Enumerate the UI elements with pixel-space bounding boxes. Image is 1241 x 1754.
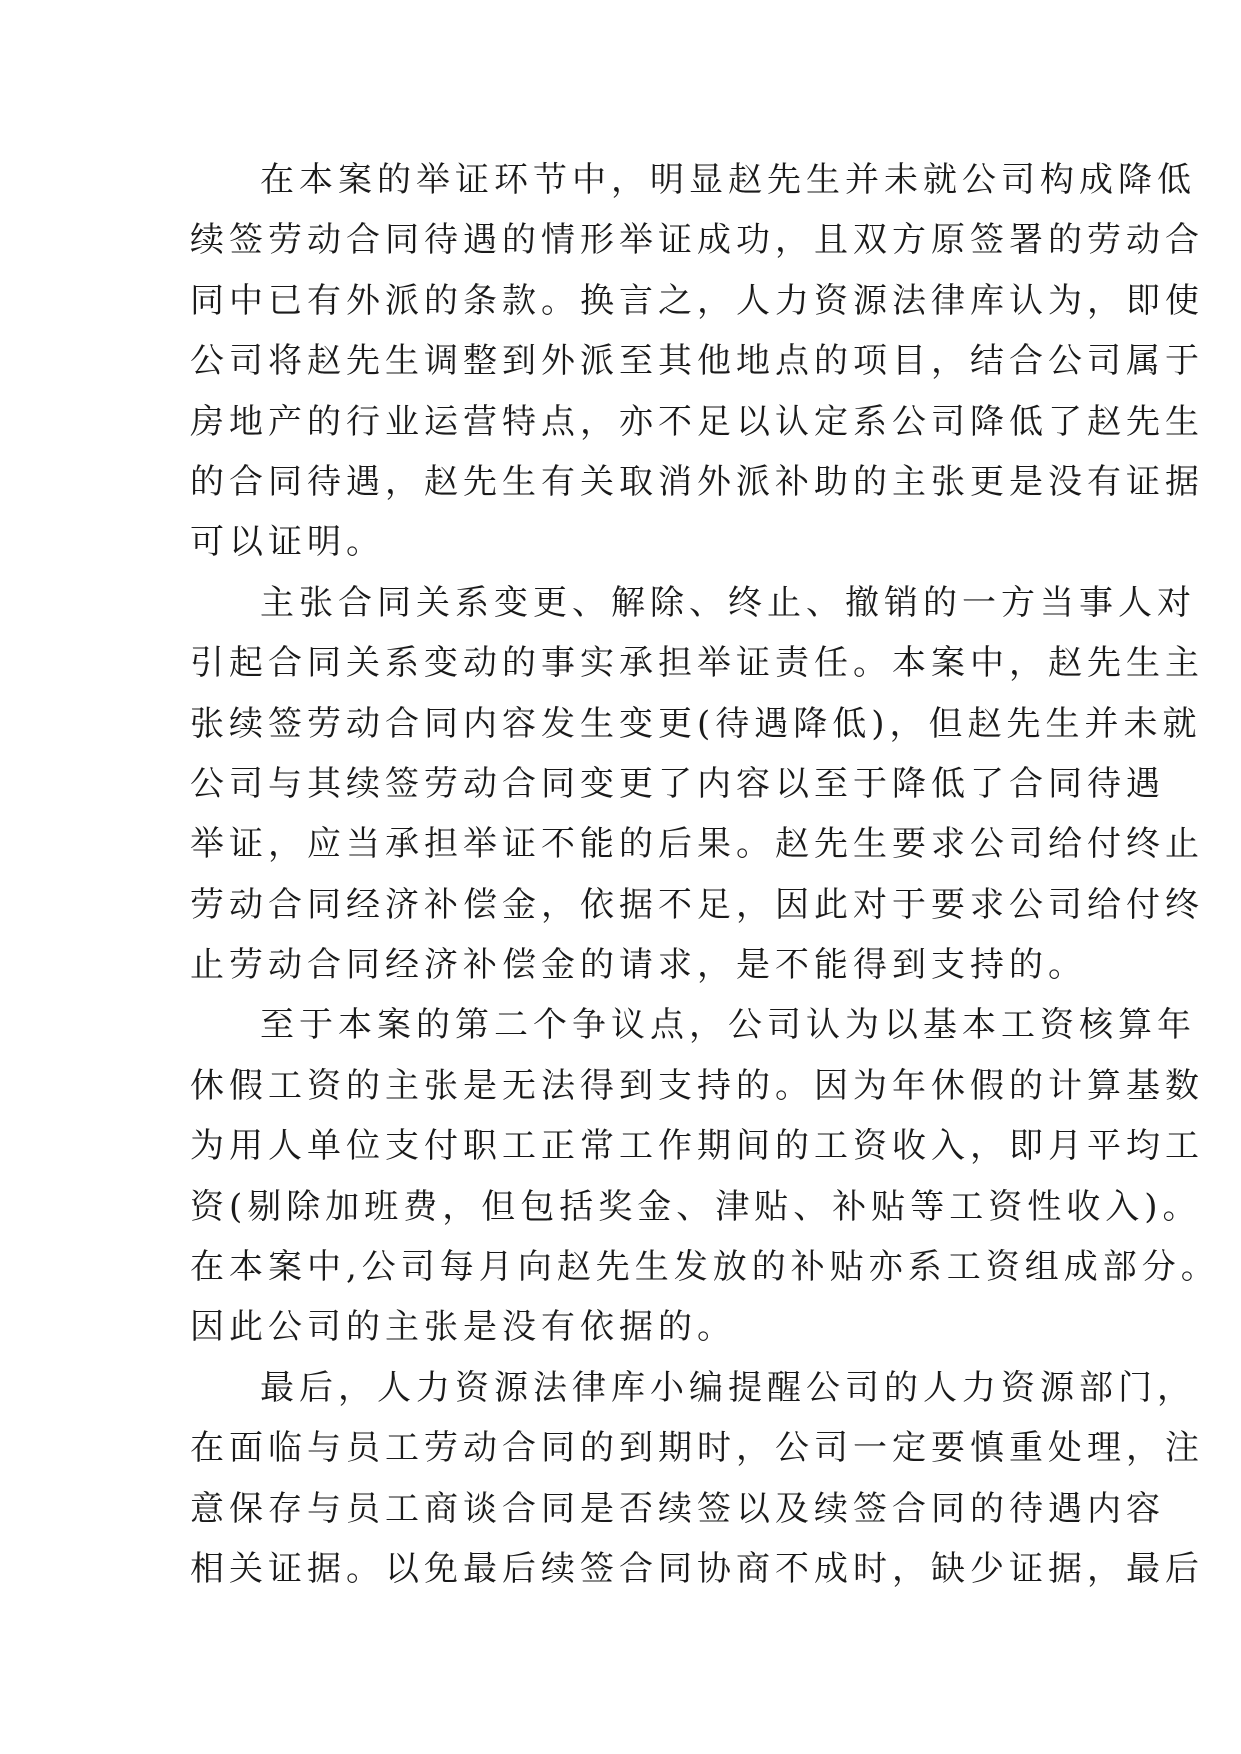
paragraph-1-line: 房地产的行业运营特点，亦不足以认定系公司降低了赵先生 (190, 401, 1204, 442)
paragraph-4-line: 在面临与员工劳动合同的到期时，公司一定要慎重处理，注 (190, 1428, 1204, 1469)
paragraph-1-line: 续签劳动合同待遇的情形举证成功，且双方原签署的劳动合 (190, 220, 1204, 261)
paragraph-1-line: 公司将赵先生调整到外派至其他地点的项目，结合公司属于 (190, 341, 1204, 382)
paragraph-2-line: 引起合同关系变动的事实承担举证责任。本案中，赵先生主 (190, 643, 1204, 684)
paragraph-2-line: 举证，应当承担举证不能的后果。赵先生要求公司给付终止 (190, 824, 1204, 865)
paragraph-3-line: 休假工资的主张是无法得到支持的。因为年休假的计算基数 (190, 1065, 1204, 1106)
paragraph-3-line: 资(剔除加班费，但包括奖金、津贴、补贴等工资性收入)。 (190, 1186, 1202, 1227)
body-text (190, 150, 1220, 1599)
paragraph-1-line: 同中已有外派的条款。换言之，人力资源法律库认为，即使 (190, 280, 1204, 321)
paragraph-4-line: 最后，人力资源法律库小编提醒公司的人力资源部门， (260, 1367, 1196, 1408)
paragraph-4-line: 意保存与员工商谈合同是否续签以及续签合同的待遇内容 (190, 1488, 1165, 1529)
paragraph-2-line: 劳动合同经济补偿金，依据不足，因此对于要求公司给付终 (190, 884, 1204, 925)
paragraph-1-line: 在本案的举证环节中，明显赵先生并未就公司构成降低 (260, 160, 1196, 200)
paragraph-4-line: 相关证据。以免最后续签合同协商不成时，缺少证据，最后 (190, 1548, 1204, 1589)
paragraph-3-line: 在本案中,公司每月向赵先生发放的补贴亦系工资组成部分。 (190, 1247, 1220, 1288)
paragraph-3-line: 至于本案的第二个争议点，公司认为以基本工资核算年 (260, 1005, 1196, 1046)
paragraph-3-line: 为用人单位支付职工正常工作期间的工资收入，即月平均工 (190, 1126, 1204, 1167)
paragraph-2-line: 公司与其续签劳动合同变更了内容以至于降低了合同待遇 (190, 763, 1165, 804)
paragraph-1-line: 的合同待遇，赵先生有关取消外派补助的主张更是没有证据 (190, 461, 1204, 502)
paragraph-2-line: 止劳动合同经济补偿金的请求，是不能得到支持的。 (190, 945, 1087, 986)
paragraph-1-line: 可以证明。 (190, 522, 385, 563)
paragraph-2-line: 张续签劳动合同内容发生变更(待遇降低)，但赵先生并未就 (190, 703, 1202, 744)
paragraph-2-line: 主张合同关系变更、解除、终止、撤销的一方当事人对 (260, 582, 1196, 623)
paragraph-3-line: 因此公司的主张是没有依据的。 (190, 1307, 736, 1348)
